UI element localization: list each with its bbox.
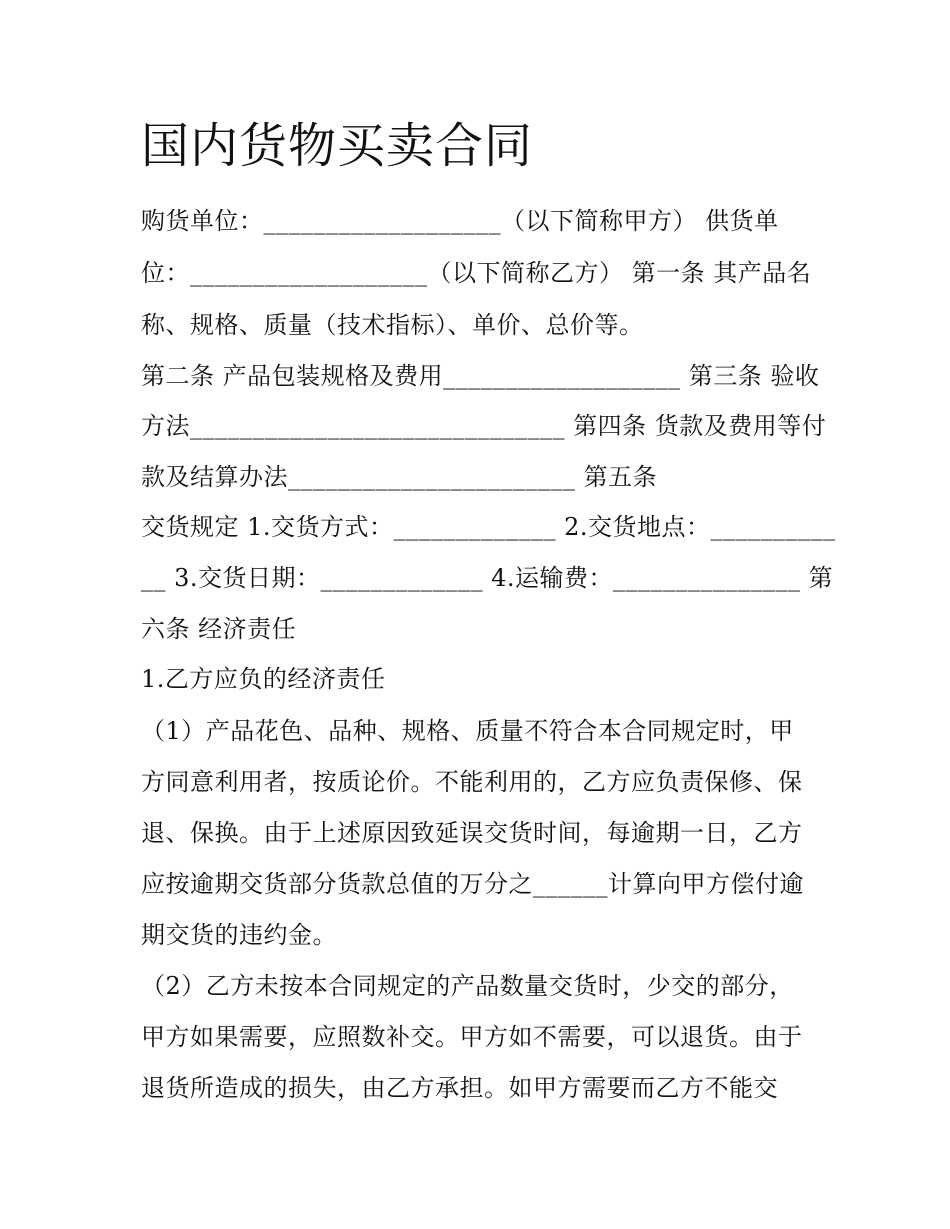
body-line: （2）乙方未按本合同规定的产品数量交货时，少交的部分， (141, 972, 794, 1000)
body-line: 第二条 产品包装规格及费用___________________ 第三条 验收 (141, 362, 820, 390)
body-line: 六条 经济责任 (141, 615, 297, 643)
body-line: （1）产品花色、品种、规格、质量不符合本合同规定时，甲 (141, 717, 794, 745)
body-line: 方法______________________________ 第四条 货款及费用等付 (141, 412, 827, 440)
body-line: 甲方如果需要，应照数补交。甲方如不需要，可以退货。由于 (141, 1023, 803, 1051)
body-line: 位：___________________（以下简称乙方） 第一条 其产品名 (141, 259, 812, 287)
document-title: 国内货物买卖合同 (141, 118, 534, 174)
body-line: 期交货的违约金。 (141, 921, 337, 949)
body-line: 购货单位：___________________（以下简称甲方） 供货单 (141, 207, 779, 235)
body-line: 交货规定 1.交货方式：_____________ 2.交货地点：__________ (141, 513, 836, 541)
body-line: 退货所造成的损失，由乙方承担。如甲方需要而乙方不能交 (141, 1074, 778, 1102)
body-line: 称、规格、质量（技术指标）、单价、总价等。 (141, 311, 644, 339)
body-line: __ 3.交货日期：_____________ 4.运输费：_______________ 第 (141, 564, 834, 592)
body-line: 退、保换。由于上述原因致延误交货时间，每逾期一日，乙方 (141, 819, 803, 847)
body-line: 方同意利用者，按质论价。不能利用的，乙方应负责保修、保 (141, 768, 803, 796)
body-line: 1.乙方应负的经济责任 (141, 665, 386, 693)
body-line: 款及结算办法_______________________ 第五条 (141, 463, 658, 491)
body-line: 应按逾期交货部分货款总值的万分之______计算向甲方偿付逾 (141, 870, 804, 898)
